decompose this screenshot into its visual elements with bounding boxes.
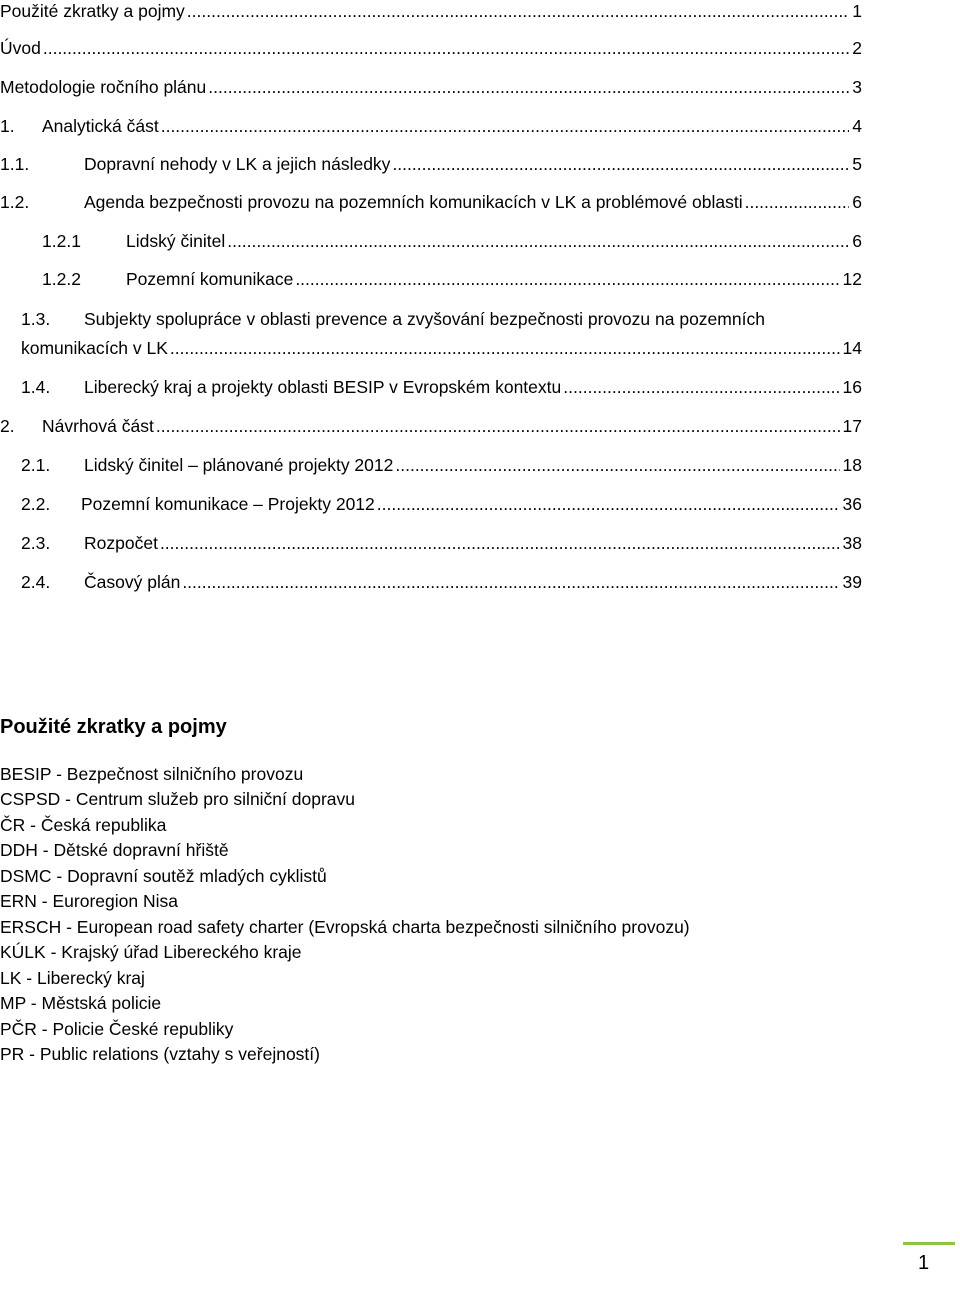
toc-number: 1.3. <box>21 309 51 329</box>
toc-title: Agenda bezpečnosti provozu na pozemních komunikacích v LK a problémové oblasti <box>84 192 743 212</box>
toc-page: 2 <box>852 38 862 58</box>
toc-leader <box>208 76 849 98</box>
toc-number: 2.2. <box>21 494 51 514</box>
toc-title: Pozemní komunikace – Projekty 2012 <box>81 494 375 514</box>
toc-number: 1.2. <box>0 192 30 212</box>
toc-number: 2.1. <box>21 455 51 475</box>
toc-entry[interactable] <box>0 415 862 437</box>
toc-page: 6 <box>852 192 862 212</box>
toc-page: 16 <box>842 377 862 397</box>
toc-number: 1.2.1 <box>42 231 81 251</box>
toc-title: Použité zkratky a pojmy <box>0 1 185 21</box>
toc-number: 1.2.2 <box>42 269 81 289</box>
toc-leader <box>392 153 849 175</box>
toc-page: 36 <box>842 494 862 514</box>
toc-number: 2.4. <box>21 572 51 592</box>
toc-entry[interactable] <box>21 454 862 476</box>
toc-leader <box>377 493 840 515</box>
toc-title: Lidský činitel – plánované projekty 2012 <box>84 455 394 475</box>
toc-entry[interactable] <box>0 76 862 98</box>
toc-title: komunikacích v LK <box>21 338 168 358</box>
toc-page: 12 <box>842 269 862 289</box>
abbreviation-item: DDH - Dětské dopravní hřiště <box>0 840 229 860</box>
toc-leader <box>156 415 840 437</box>
toc-entry[interactable] <box>0 153 862 175</box>
toc-title: Úvod <box>0 38 41 58</box>
toc-entry[interactable] <box>42 230 862 252</box>
abbreviation-item: ČR - Česká republika <box>0 815 167 835</box>
toc-entry[interactable] <box>0 0 862 22</box>
toc-title: Dopravní nehody v LK a jejich následky <box>84 154 391 174</box>
abbreviation-item: PR - Public relations (vztahy s veřejností) <box>0 1044 320 1064</box>
toc-title: Subjekty spolupráce v oblasti prevence a zvyšování bezpečnosti provozu na pozemních <box>84 309 765 329</box>
toc-entry[interactable] <box>21 376 862 398</box>
toc-title: Analytická část <box>42 116 159 136</box>
toc-leader <box>227 230 849 252</box>
toc-entry[interactable] <box>0 115 862 137</box>
toc-entry[interactable] <box>0 37 862 59</box>
toc-page: 14 <box>842 338 862 358</box>
toc-page: 38 <box>842 533 862 553</box>
toc-entry-continuation[interactable] <box>21 337 862 359</box>
abbreviation-item: KÚLK - Krajský úřad Libereckého kraje <box>0 942 302 962</box>
toc-title: Metodologie ročního plánu <box>0 77 207 97</box>
abbreviation-item: ERSCH - European road safety charter (Evropská charta bezpečnosti silničního provozu) <box>0 917 690 937</box>
footer-accent-line <box>903 1242 955 1245</box>
toc-page: 1 <box>852 1 862 21</box>
abbreviation-item: BESIP - Bezpečnost silničního provozu <box>0 764 304 784</box>
abbreviation-item: DSMC - Dopravní soutěž mladých cyklistů <box>0 866 327 886</box>
abbreviation-item: CSPSD - Centrum služeb pro silniční dopravu <box>0 789 356 809</box>
page-number: 1 <box>918 1252 930 1274</box>
toc-number: 1. <box>0 116 15 136</box>
abbreviation-item: PČR - Policie České republiky <box>0 1019 234 1039</box>
toc-title: Pozemní komunikace <box>126 269 294 289</box>
toc-leader <box>161 115 850 137</box>
abbreviation-item: MP - Městská policie <box>0 993 162 1013</box>
toc-page: 5 <box>852 154 862 174</box>
toc-entry[interactable] <box>42 268 862 290</box>
toc-page: 4 <box>852 116 862 136</box>
toc-entry[interactable] <box>0 191 862 213</box>
toc-page: 18 <box>842 455 862 475</box>
toc-leader <box>395 454 839 476</box>
toc-entry-first-line[interactable] <box>21 308 862 330</box>
toc-entry[interactable] <box>21 571 862 593</box>
toc-entry[interactable] <box>21 532 862 554</box>
toc-page: 39 <box>842 572 862 592</box>
toc-page: 6 <box>852 231 862 251</box>
toc-title: Lidský činitel <box>126 231 226 251</box>
toc-number: 2. <box>0 416 15 436</box>
abbreviation-item: ERN - Euroregion Nisa <box>0 891 178 911</box>
toc-leader <box>563 376 839 398</box>
toc-leader <box>43 37 849 59</box>
toc-leader <box>170 337 840 359</box>
toc-entry[interactable] <box>21 493 862 515</box>
toc-title: Rozpočet <box>84 533 158 553</box>
toc-title: Návrhová část <box>42 416 154 436</box>
toc-page: 3 <box>852 77 862 97</box>
toc-title: Liberecký kraj a projekty oblasti BESIP v Evropském kontextu <box>84 377 562 397</box>
toc-leader <box>295 268 839 290</box>
toc-leader <box>182 571 839 593</box>
toc-number: 2.3. <box>21 533 51 553</box>
abbreviations-heading: Použité zkratky a pojmy <box>0 716 227 738</box>
toc-leader <box>745 191 850 213</box>
toc-leader <box>160 532 840 554</box>
abbreviation-item: LK - Liberecký kraj <box>0 968 145 988</box>
toc-number: 1.1. <box>0 154 30 174</box>
toc-title: Časový plán <box>84 572 181 592</box>
toc-page: 17 <box>842 416 862 436</box>
toc-leader <box>187 0 849 22</box>
toc-number: 1.4. <box>21 377 51 397</box>
